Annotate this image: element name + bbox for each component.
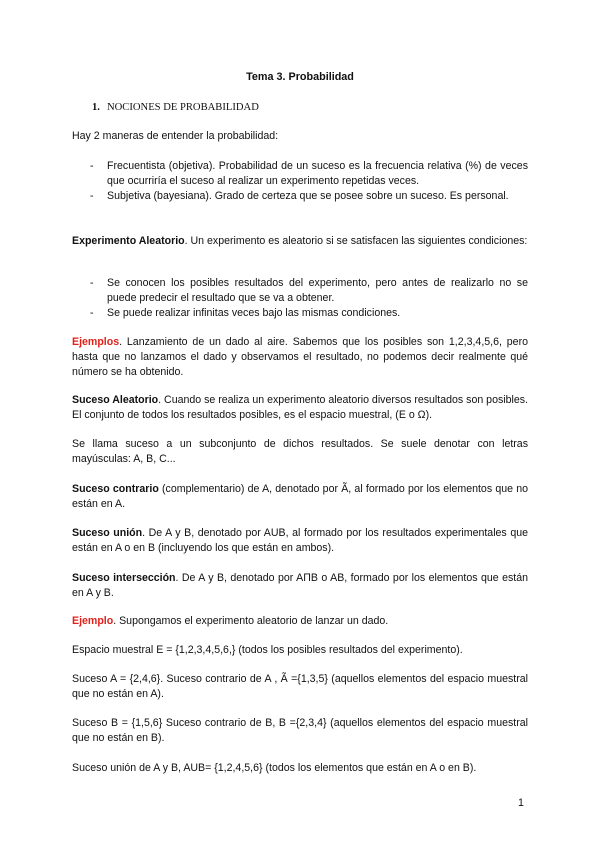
section-label: NOCIONES DE PROBABILIDAD xyxy=(107,102,259,113)
definition-text: . Supongamos el experimento aleatorio de lanzar un dado. xyxy=(113,615,389,627)
paragraph-union-ab: Suceso unión de A y B, AUB= {1,2,4,5,6} (todos los elementos que están en A o en B). xyxy=(72,762,477,774)
term-ejemplo: Ejemplo xyxy=(72,615,114,627)
list-item-text: Subjetiva (bayesiana). Grado de certeza que se posee sobre un suceso. Es personal. xyxy=(107,190,509,202)
definition-text: . De A y B, denotado por AUB, al formado por los resultados experimentales que están en A o en B (incluyendo los que están en ambos). xyxy=(72,527,528,554)
definition-text: . Cuando se realiza un experimento aleatorio diversos resultados son posibles. El conjunto de todos los resultados posibles, es el espacio muestral, (E o Ω). xyxy=(72,394,528,421)
bullet-dash: - xyxy=(90,190,94,202)
paragraph-espacio-muestral: Espacio muestral E = {1,2,3,4,5,6,} (todos los posibles resultados del experimento). xyxy=(72,644,463,656)
term-suceso-union: Suceso unión xyxy=(72,527,143,539)
paragraph-suceso-b: Suceso B = {1,5,6} Suceso contrario de B, B ={2,3,4} (aquellos elementos del espacio muestral que no están en B). xyxy=(72,717,528,744)
term-experimento-aleatorio: Experimento Aleatorio xyxy=(72,235,185,247)
definition-text: . De A y B, denotado por AΠB o AB, formado por los elementos que están en A y B. xyxy=(72,572,528,599)
definition-text: (complementario) de A, denotado por Ã, al formado por los elementos que no están en A. xyxy=(72,483,528,510)
paragraph-ejemplos xyxy=(72,335,528,380)
list-item-frecuentista xyxy=(92,159,528,189)
paragraph-suceso-definicion: Se llama suceso a un subconjunto de dichos resultados. Se suele denotar con letras mayúsculas: A, B, C... xyxy=(72,438,528,465)
page-title: Tema 3. Probabilidad xyxy=(246,71,354,83)
paragraph-ejemplo xyxy=(72,614,528,629)
paragraph-suceso-a: Suceso A = {2,4,6}. Suceso contrario de A , Ã ={1,3,5} (aquellos elementos del espacio muestral que no están en A). xyxy=(72,673,528,700)
term-suceso-interseccion: Suceso intersección xyxy=(72,572,176,584)
list-item-text: Frecuentista (objetiva). Probabilidad de un suceso es la frecuencia relativa (%) de veces que ocurriría el suceso al realizar un experimento repetidas veces. xyxy=(107,160,528,187)
bullet-dash: - xyxy=(90,277,94,289)
list-item-text: Se conocen los posibles resultados del experimento, pero antes de realizarlo no se puede predecir el resultado que se va a obtener. xyxy=(107,277,528,304)
paragraph-suceso-union xyxy=(72,526,528,556)
term-suceso-aleatorio: Suceso Aleatorio xyxy=(72,394,159,406)
paragraph-suceso-aleatorio xyxy=(72,393,528,423)
section-number: 1. xyxy=(92,102,100,113)
bullet-dash: - xyxy=(90,307,94,319)
term-suceso-contrario: Suceso contrario xyxy=(72,483,159,495)
paragraph-suceso-interseccion xyxy=(72,571,528,601)
paragraph-experimento-aleatorio xyxy=(72,234,528,249)
definition-text: . Lanzamiento de un dado al aire. Sabemos que los posibles son 1,2,3,4,5,6, pero hasta que no lanzamos el dado y observamos el resultado, no podemos decir realmente qué número se ha obtenido. xyxy=(72,336,528,378)
list-item-condicion-2 xyxy=(92,306,528,321)
page-number: 1 xyxy=(518,797,524,809)
bullet-dash: - xyxy=(90,160,94,172)
intro-paragraph: Hay 2 maneras de entender la probabilidad: xyxy=(72,130,279,142)
term-ejemplos: Ejemplos xyxy=(72,336,120,348)
list-item-subjetiva xyxy=(92,189,528,204)
section-heading xyxy=(92,100,259,115)
definition-text: . Un experimento es aleatorio si se satisfacen las siguientes condiciones: xyxy=(184,235,528,247)
list-item-condicion-1 xyxy=(92,276,528,306)
list-item-text: Se puede realizar infinitas veces bajo las mismas condiciones. xyxy=(107,307,401,319)
paragraph-suceso-contrario xyxy=(72,482,528,512)
